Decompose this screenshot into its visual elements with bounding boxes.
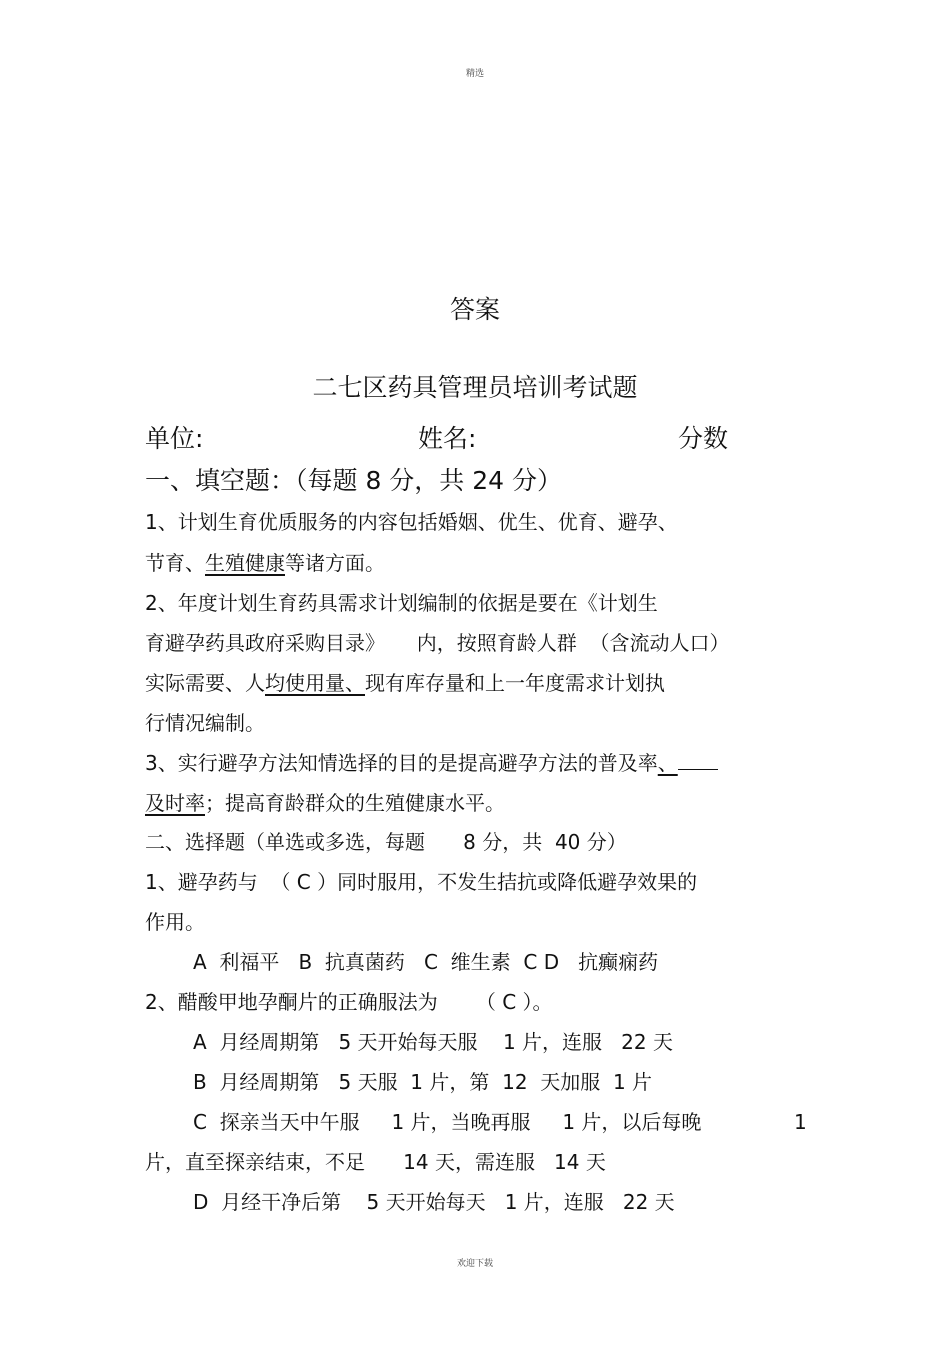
s2-q2-option-c-number: 1	[794, 1110, 807, 1134]
section1-heading: 一、填空题：（每题 8 分，共 24 分）	[145, 466, 563, 495]
s2-q1-line1: 1、避孕药与 （ C ）同时服用，不发生拮抗或降低避孕效果的	[145, 870, 698, 894]
s1-q2-line2: 育避孕药具政府采购目录》 内，按照育龄人群 （含流动人口）	[145, 631, 730, 655]
page-footer: 欢迎下载	[456, 1259, 493, 1269]
s2-q2-option-b: B 月经周期第 5 天服 1 片，第 12 天加服 1 片	[193, 1070, 653, 1094]
s1-q2-line3	[145, 670, 665, 696]
s2-q2-option-a: A 月经周期第 5 天开始每天服 1 片，连服 22 天	[193, 1030, 673, 1054]
s1-q3-blank-line	[678, 751, 718, 770]
s1-q2-text-b: 现有库存量和上一年度需求计划执	[365, 671, 665, 695]
section2-heading: 二、选择题（单选或多选，每题 8 分，共 40 分）	[145, 830, 627, 854]
s1-q1-text-b: 等诸方面。	[285, 551, 385, 575]
exam-title: 二七区药具管理员培训考试题	[312, 373, 638, 402]
s1-q2-text-a: 实际需要、人	[145, 671, 265, 695]
s1-q2-line1: 2、年度计划生育药具需求计划编制的依据是要在《计划生	[145, 591, 658, 615]
s1-q1-answer: 生殖健康	[205, 551, 285, 575]
s2-q1-line2: 作用。	[145, 910, 205, 934]
s1-q3-answer-b: 及时率	[145, 791, 205, 815]
s1-q3-text-a: 3、实行避孕方法知情选择的目的是提高避孕方法的普及率	[145, 751, 658, 775]
score-label: 分数	[678, 424, 729, 453]
s2-q2-option-c-line2: 片，直至探亲结束，不足 14 天，需连服 14 天	[145, 1150, 606, 1174]
answer-label: 答案	[449, 295, 500, 324]
s2-q2-option-d: D 月经干净后第 5 天开始每天 1 片，连服 22 天	[193, 1190, 675, 1214]
page-header: 精选	[465, 69, 484, 79]
name-label: 姓名:	[418, 424, 477, 453]
s1-q1-text-a: 节育、	[145, 551, 205, 575]
s1-q3-line1	[145, 750, 718, 776]
s1-q3-text-b: ；提高育龄群众的生殖健康水平。	[205, 791, 505, 815]
unit-label: 单位:	[145, 424, 204, 453]
s2-q2-option-c-line1: C 探亲当天中午服 1 片，当晚再服 1 片，以后每晚	[193, 1110, 702, 1134]
s1-q2-line4: 行情况编制。	[145, 711, 265, 735]
s2-q2-stem: 2、醋酸甲地孕酮片的正确服法为 （ C ）。	[145, 990, 553, 1014]
s1-q1-line2	[145, 550, 385, 576]
s1-q3-answer-a: 、	[657, 751, 678, 775]
s1-q2-answer: 均使用量、	[265, 671, 365, 695]
s2-q1-options: A 利福平 B 抗真菌药 C 维生素 C D 抗癫痫药	[193, 950, 659, 974]
s1-q3-line2	[145, 790, 505, 816]
s1-q1-line1: 1、计划生育优质服务的内容包括婚姻、优生、优育、避孕、	[145, 510, 678, 534]
